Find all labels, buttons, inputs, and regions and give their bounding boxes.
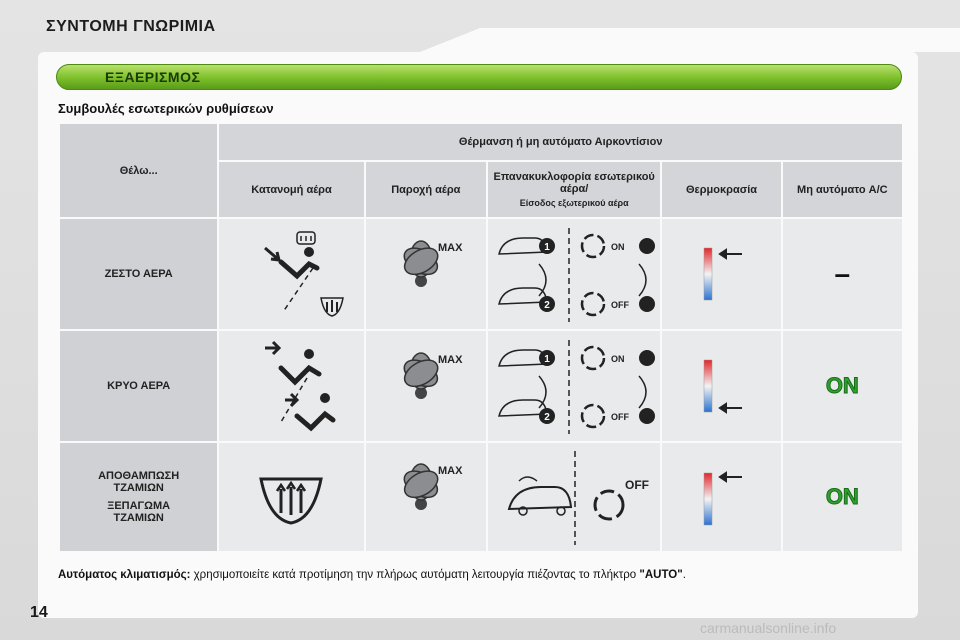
- section-title: ΕΞΑΕΡΙΣΜΟΣ: [105, 69, 201, 85]
- footer-key: "AUTO": [639, 569, 683, 581]
- row-label-demist-1: ΑΠΟΘΑΜΠΩΣΗ ΤΖΑΜΙΩΝ: [98, 470, 180, 494]
- max-label: MAX: [437, 465, 463, 477]
- section-banner: [56, 64, 902, 90]
- max-label: MAX: [437, 354, 463, 366]
- ac-demist-value: [783, 443, 902, 551]
- recirculation-sequence-icon: [489, 336, 659, 436]
- fan-max-icon: [376, 452, 476, 542]
- step-1-label: 1: [544, 354, 550, 365]
- col-recirc-sub: Είσοδος εξωτερικού αέρα: [519, 198, 629, 208]
- temperature-hot-icon: [682, 224, 762, 324]
- ac-cool-text: ON: [825, 373, 859, 398]
- max-label: MAX: [437, 242, 463, 254]
- temperature-cold-icon: [682, 336, 762, 436]
- watermark: carmanualsonline.info: [700, 620, 837, 636]
- subheading: Συμβουλές εσωτερικών ρυθμίσεων: [58, 101, 274, 116]
- windscreen-demist-icon: [237, 457, 347, 537]
- step-2-label: 2: [544, 300, 550, 311]
- page-number: 14: [30, 604, 48, 621]
- recirculation-sequence-icon: [489, 224, 659, 324]
- col-flow: Παροχή αέρα: [366, 162, 486, 217]
- off-label: OFF: [611, 412, 630, 422]
- col-distribution: Κατανομή αέρα: [219, 162, 363, 217]
- ac-warm-value: [783, 219, 902, 329]
- on-label: ON: [611, 354, 625, 364]
- distribution-face-feet-icon: [237, 336, 347, 436]
- settings-table: [58, 122, 904, 553]
- step-1-label: 1: [544, 242, 550, 253]
- table-corner: Θέλω...: [60, 124, 217, 217]
- step-2-label: 2: [544, 412, 550, 423]
- col-recirc-label: Επανακυκλοφορία εσωτερικού αέρα/: [493, 171, 655, 195]
- fan-max-icon: [376, 229, 476, 319]
- on-label: ON: [611, 242, 625, 252]
- table-row: [60, 219, 902, 329]
- row-label-cool: ΚΡΥΟ ΑΕΡΑ: [60, 331, 217, 441]
- fan-max-icon: [376, 341, 476, 431]
- off-label: OFF: [611, 300, 630, 310]
- row-label-warm: ΖΕΣΤΟ ΑΕΡΑ: [60, 219, 217, 329]
- temperature-hot-icon: [682, 447, 762, 547]
- page-title: ΣΥΝΤΟΜΗ ΓΝΩΡΙΜΙΑ: [46, 18, 216, 35]
- table-row: [60, 331, 902, 441]
- col-ac: Μη αυτόματο A/C: [783, 162, 902, 217]
- ac-demist-text: ON: [825, 484, 859, 509]
- outside-air-intake-icon: [489, 447, 659, 547]
- table-row: [60, 443, 902, 551]
- footer-end: .: [682, 569, 686, 581]
- col-recirc: [488, 162, 660, 217]
- footer-text: χρησιμοποιείτε κατά προτίμηση την πλήρως αυτόματη λειτουργία πιέζοντας το πλήκτρο: [190, 569, 640, 581]
- row-label-demist-2: ΞΕΠΑΓΩΜΑ ΤΖΑΜΙΩΝ: [107, 500, 171, 524]
- ac-cool-value: [783, 331, 902, 441]
- ac-warm-text: –: [834, 258, 851, 289]
- distribution-windscreen-feet-icon: [237, 224, 347, 324]
- panel-tab: [420, 28, 960, 52]
- group-header: Θέρμανση ή μη αυτόματο Αιρκοντίσιον: [219, 124, 902, 160]
- footer-lead: Αυτόματος κλιματισμός:: [58, 569, 191, 581]
- off-label: OFF: [625, 478, 650, 492]
- footer-note: [58, 569, 686, 581]
- col-temperature: Θερμοκρασία: [662, 162, 780, 217]
- row-label-demist: [60, 443, 217, 551]
